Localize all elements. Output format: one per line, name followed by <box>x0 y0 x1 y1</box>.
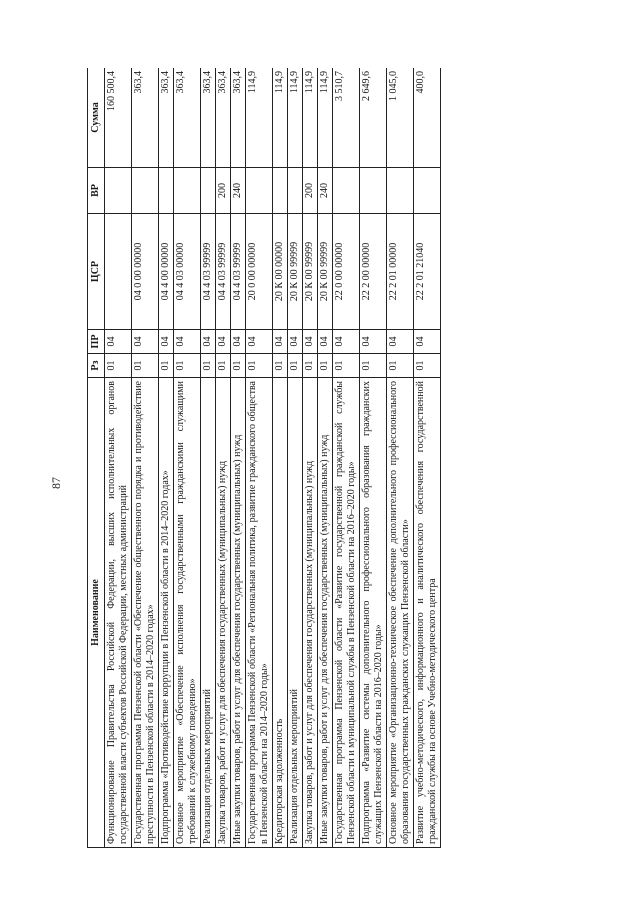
cell-vr <box>105 168 132 214</box>
cell-csr: 04 4 00 00000 <box>159 214 174 330</box>
cell-sum: 363,4 <box>231 68 246 168</box>
cell-sum: 363,4 <box>159 68 174 168</box>
cell-name: Закупка товаров, работ и услуг для обеспечения государственных (муниципальных) нужд <box>216 378 231 848</box>
cell-vr: 240 <box>318 168 333 214</box>
cell-name: Закупка товаров, работ и услуг для обеспечения государственных (муниципальных) нужд <box>303 378 318 848</box>
cell-name: Функционирование Правительства Российской Федерации, высших исполнительных органов государственной власти субъектов Российской Федерации, местных администраций <box>105 378 132 848</box>
cell-name: Реализация отдельных мероприятий <box>288 378 303 848</box>
cell-sum: 114,9 <box>318 68 333 168</box>
cell-vr <box>246 168 273 214</box>
table-row <box>303 68 318 848</box>
cell-vr: 240 <box>231 168 246 214</box>
cell-vr <box>174 168 201 214</box>
cell-csr <box>105 214 132 330</box>
cell-csr: 20 К 00 99999 <box>303 214 318 330</box>
cell-name: Кредиторская задолженность <box>273 378 288 848</box>
cell-name: Подпрограмма «Развитие системы дополнительного профессионального образования гражданских служащих Пензенской области на 2016–2020 годы» <box>360 378 387 848</box>
cell-sum: 1 045,0 <box>387 68 414 168</box>
cell-name: Основное мероприятие «Организационно-техническое обеспечение дополнительного профессионального образования государственных гражданских служащих Пензенской области» <box>387 378 414 848</box>
cell-sum: 114,9 <box>288 68 303 168</box>
cell-pr: 04 <box>303 330 318 354</box>
cell-rz: 01 <box>246 354 273 378</box>
cell-pr: 04 <box>360 330 387 354</box>
cell-sum: 114,9 <box>273 68 288 168</box>
cell-vr <box>288 168 303 214</box>
cell-csr: 04 4 03 99999 <box>201 214 216 330</box>
header-name: Наименование <box>88 378 105 848</box>
table-container <box>87 68 599 848</box>
cell-csr: 22 2 00 00000 <box>360 214 387 330</box>
cell-pr: 04 <box>333 330 360 354</box>
cell-sum: 3 510,7 <box>333 68 360 168</box>
cell-pr: 04 <box>414 330 441 354</box>
cell-pr: 04 <box>132 330 159 354</box>
cell-csr: 20 К 00 99999 <box>318 214 333 330</box>
cell-rz: 01 <box>387 354 414 378</box>
cell-pr: 04 <box>387 330 414 354</box>
cell-name: Основное мероприятие «Обеспечение исполнения государственными гражданскими служащими требований к служебному поведению» <box>174 378 201 848</box>
cell-name: Государственная программа Пензенской области «Региональная политика, развитие гражданского общества в Пензенской области на 2014–2020 годы» <box>246 378 273 848</box>
table-row <box>246 68 273 848</box>
table-row <box>273 68 288 848</box>
cell-vr <box>132 168 159 214</box>
cell-pr: 04 <box>201 330 216 354</box>
cell-pr: 04 <box>318 330 333 354</box>
cell-rz: 01 <box>318 354 333 378</box>
cell-sum: 114,9 <box>246 68 273 168</box>
cell-vr <box>414 168 441 214</box>
cell-vr <box>387 168 414 214</box>
cell-name: Подпрограмма «Противодействие коррупции в Пензенской области в 2014–2020 годах» <box>159 378 174 848</box>
cell-name: Государственная программа Пензенской области «Развитие государственной гражданской службы Пензенской области и муниципальной службы в Пензенской области на 2016–2020 годы» <box>333 378 360 848</box>
cell-pr: 04 <box>288 330 303 354</box>
cell-name: Государственная программа Пензенской области «Обеспечение общественного порядка и противодействие преступности в Пензенской области в 2014–2020 годах» <box>132 378 159 848</box>
table-row <box>387 68 414 848</box>
cell-vr <box>201 168 216 214</box>
table-row <box>360 68 387 848</box>
cell-csr: 22 2 01 21040 <box>414 214 441 330</box>
cell-vr: 200 <box>303 168 318 214</box>
cell-pr: 04 <box>246 330 273 354</box>
cell-pr: 04 <box>216 330 231 354</box>
cell-sum: 363,4 <box>216 68 231 168</box>
cell-csr: 04 0 00 00000 <box>132 214 159 330</box>
table-body <box>105 68 441 848</box>
cell-csr: 20 К 00 99999 <box>288 214 303 330</box>
cell-sum: 363,4 <box>132 68 159 168</box>
cell-sum: 160 500,4 <box>105 68 132 168</box>
cell-sum: 400,0 <box>414 68 441 168</box>
cell-pr: 04 <box>273 330 288 354</box>
rotated-content <box>87 68 599 848</box>
header-vr: ВР <box>88 168 105 214</box>
cell-csr: 22 2 01 00000 <box>387 214 414 330</box>
header-pr: ПР <box>88 330 105 354</box>
cell-rz: 01 <box>288 354 303 378</box>
cell-pr: 04 <box>159 330 174 354</box>
cell-sum: 363,4 <box>174 68 201 168</box>
cell-vr <box>273 168 288 214</box>
table-row <box>333 68 360 848</box>
cell-vr <box>360 168 387 214</box>
table-row <box>159 68 174 848</box>
table-row <box>174 68 201 848</box>
cell-name: Реализация отдельных мероприятий <box>201 378 216 848</box>
cell-vr: 200 <box>216 168 231 214</box>
header-rz: Рз <box>88 354 105 378</box>
cell-name: Развитие учебно-методического, информационного и аналитического обеспечения государственной гражданской службы на основе Учебно-методического центра <box>414 378 441 848</box>
cell-csr: 04 4 03 99999 <box>216 214 231 330</box>
header-row <box>88 68 105 848</box>
cell-pr: 04 <box>105 330 132 354</box>
cell-csr: 04 4 03 99999 <box>231 214 246 330</box>
page-number: 87 <box>49 477 63 489</box>
cell-rz: 01 <box>231 354 246 378</box>
table-row <box>216 68 231 848</box>
cell-rz: 01 <box>216 354 231 378</box>
table-row <box>318 68 333 848</box>
header-csr: ЦСР <box>88 214 105 330</box>
cell-rz: 01 <box>333 354 360 378</box>
cell-csr: 20 0 00 00000 <box>246 214 273 330</box>
cell-sum: 114,9 <box>303 68 318 168</box>
cell-rz: 01 <box>174 354 201 378</box>
cell-name: Иные закупки товаров, работ и услуг для обеспечения государственных (муниципальных) нужд <box>231 378 246 848</box>
cell-csr: 04 4 03 00000 <box>174 214 201 330</box>
table-row <box>201 68 216 848</box>
cell-csr: 20 К 00 00000 <box>273 214 288 330</box>
table-row <box>288 68 303 848</box>
cell-vr <box>333 168 360 214</box>
table-row <box>132 68 159 848</box>
cell-rz: 01 <box>159 354 174 378</box>
cell-name: Иные закупки товаров, работ и услуг для обеспечения государственных (муниципальных) нужд <box>318 378 333 848</box>
cell-rz: 01 <box>105 354 132 378</box>
cell-rz: 01 <box>360 354 387 378</box>
cell-rz: 01 <box>273 354 288 378</box>
cell-rz: 01 <box>303 354 318 378</box>
table-row <box>105 68 132 848</box>
table-row <box>231 68 246 848</box>
cell-rz: 01 <box>201 354 216 378</box>
table-row <box>414 68 441 848</box>
cell-rz: 01 <box>414 354 441 378</box>
cell-rz: 01 <box>132 354 159 378</box>
cell-pr: 04 <box>231 330 246 354</box>
cell-sum: 2 649,6 <box>360 68 387 168</box>
cell-vr <box>159 168 174 214</box>
cell-sum: 363,4 <box>201 68 216 168</box>
budget-table <box>87 68 441 848</box>
cell-pr: 04 <box>174 330 201 354</box>
cell-csr: 22 0 00 00000 <box>333 214 360 330</box>
header-sum: Сумма <box>88 68 105 168</box>
